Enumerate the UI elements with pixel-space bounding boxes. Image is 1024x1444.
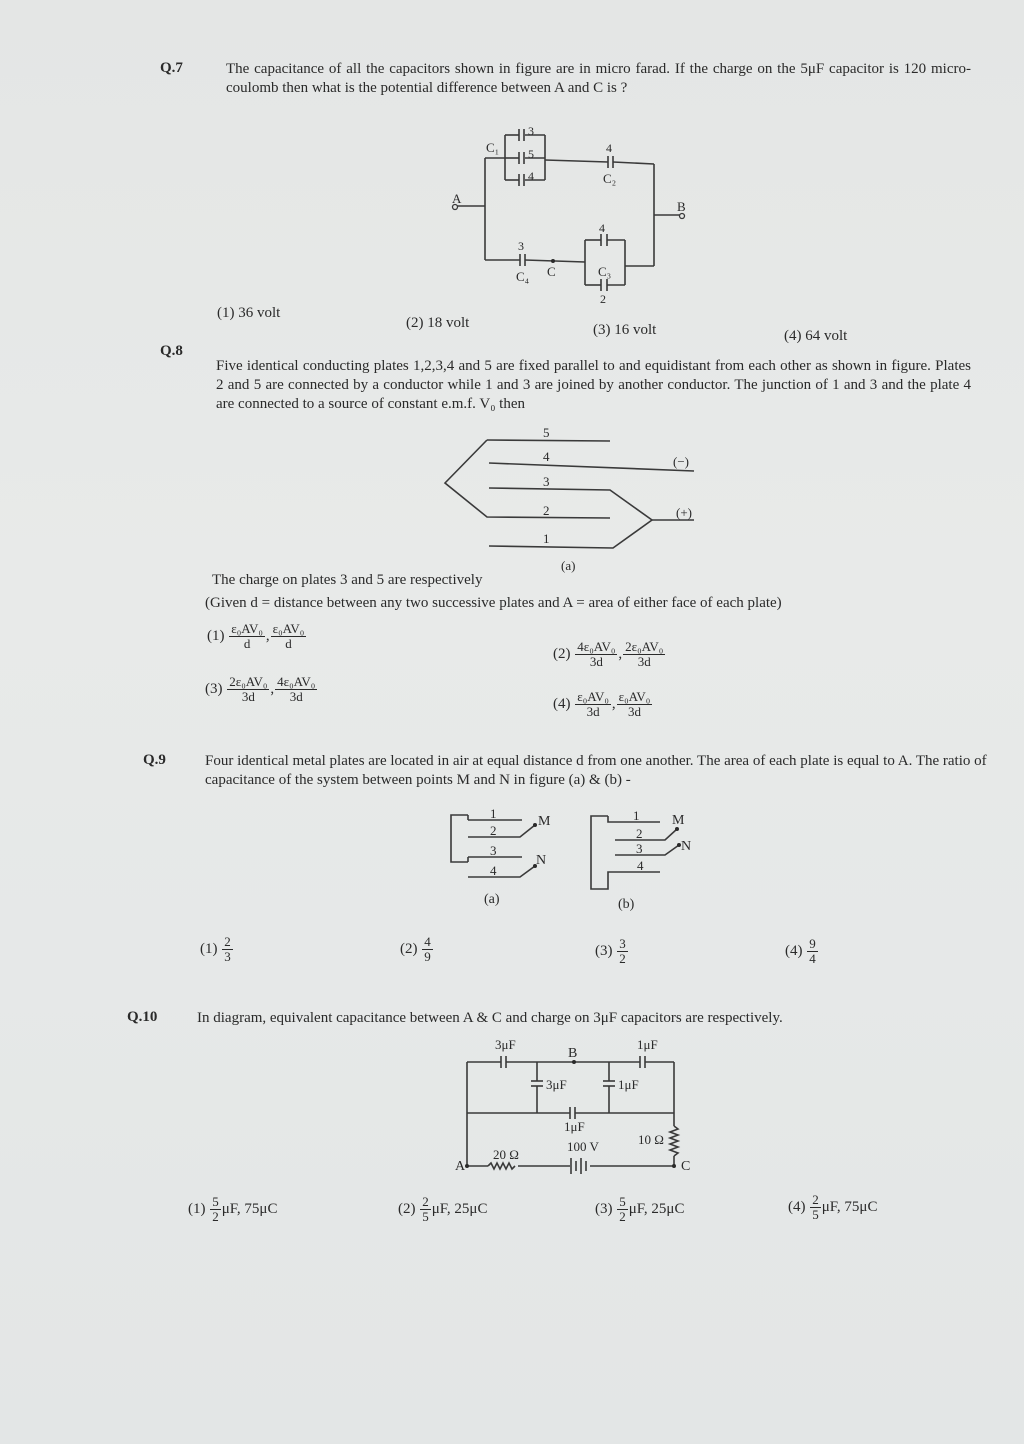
svg-text:1μF: 1μF	[564, 1119, 585, 1134]
q10-option-4[interactable]	[788, 1193, 877, 1222]
question-text-10: In diagram, equivalent capacitance between A & C and charge on 3μF capacitors are respectively.	[197, 1010, 783, 1026]
svg-text:4: 4	[606, 141, 612, 155]
option-label: (2)	[400, 940, 418, 957]
question-number-9: Q.9	[143, 752, 166, 768]
q8-given: (Given d = distance between any two successive plates and A = area of either face of each plate)	[205, 595, 782, 611]
fraction: $\frac{\text{ε₀AV₀}}{d}$	[272, 621, 305, 651]
option-suffix: μF, 25μC	[628, 1200, 685, 1217]
fraction: $\frac{5}{2}$	[212, 1194, 219, 1224]
svg-text:(a): (a)	[484, 892, 500, 907]
svg-text:C₄: C₄	[516, 269, 530, 284]
svg-text:1: 1	[490, 806, 497, 821]
option-suffix: μF, 75μC	[221, 1200, 278, 1217]
fraction: $\frac{5}{2}$	[619, 1194, 626, 1224]
svg-text:N: N	[681, 839, 692, 854]
svg-text:M: M	[672, 813, 685, 828]
fraction: $\frac{\text{ε₀AV₀}}{3d}$	[618, 689, 651, 719]
svg-text:1: 1	[633, 808, 640, 823]
svg-text:M: M	[538, 814, 551, 829]
option-label: (1)	[188, 1200, 206, 1217]
svg-text:C₁: C₁	[486, 140, 500, 155]
q8-subquestion: The charge on plates 3 and 5 are respectively	[212, 572, 483, 588]
option-label: (1)	[207, 627, 225, 644]
fraction: $\frac{\text{4ε₀AV₀}}{3d}$	[277, 674, 316, 704]
option-label: (2)	[398, 1200, 416, 1217]
svg-text:4: 4	[543, 449, 550, 464]
svg-text:2: 2	[490, 823, 497, 838]
question-number-7: Q.7	[160, 60, 183, 76]
svg-text:4: 4	[490, 863, 497, 878]
svg-text:3: 3	[518, 239, 524, 253]
fraction: $\frac{\text{ε₀AV₀}}{3d}$	[577, 689, 609, 719]
svg-text:(a): (a)	[561, 558, 576, 573]
svg-text:20 Ω: 20 Ω	[493, 1147, 519, 1162]
question-text-7: The capacitance of all the capacitors shown in figure are in micro farad. If the charge on the 5μF capacitor is 120 micro-coulomb then what is the potential difference between A and C is ?	[226, 61, 971, 96]
q7-option-4[interactable]: (4) 64 volt	[784, 328, 848, 344]
svg-text:C₂: C₂	[603, 171, 617, 186]
q8-option-1[interactable]: (1) $\frac{\text{ε₀AV₀}}{d}$ , $\frac{\text{ε₀AV₀}}{d}$	[207, 621, 305, 651]
svg-text:(−): (−)	[673, 454, 689, 469]
option-label: (4)	[785, 942, 803, 959]
fraction: $\frac{2}{3}$	[224, 934, 231, 964]
option-suffix: μF, 75μC	[821, 1198, 878, 1215]
svg-text:A: A	[455, 1159, 466, 1174]
option-suffix: μF, 25μC	[431, 1200, 488, 1217]
svg-text:4: 4	[599, 221, 605, 235]
svg-text:C: C	[547, 264, 556, 279]
svg-text:3μF: 3μF	[495, 1037, 516, 1052]
option-label: (4)	[553, 695, 571, 712]
question-text-9: Four identical metal plates are located in air at equal distance d from one another. The area of each plate is equal to A. The ratio of capacitance of the system between points M and N in figure (a) & (b) -	[205, 753, 987, 788]
svg-text:C₃: C₃	[598, 264, 612, 279]
fraction: $\frac{2}{5}$	[812, 1192, 819, 1222]
svg-text:3: 3	[543, 474, 550, 489]
svg-text:(+): (+)	[676, 505, 692, 520]
fraction: $\frac{\text{2ε₀AV₀}}{3d}$	[625, 639, 664, 669]
option-label: (3)	[595, 942, 613, 959]
q10-option-1[interactable]	[188, 1195, 277, 1224]
q7-option-1[interactable]: (1) 36 volt	[217, 305, 281, 321]
svg-text:1μF: 1μF	[618, 1077, 639, 1092]
svg-text:2: 2	[636, 826, 643, 841]
svg-text:4: 4	[637, 858, 644, 873]
q10-option-3[interactable]	[595, 1195, 684, 1224]
fraction: $\frac{9}{4}$	[809, 936, 816, 966]
svg-text:B: B	[677, 199, 686, 214]
svg-text:5: 5	[528, 147, 534, 161]
fraction: $\frac{2}{5}$	[422, 1194, 429, 1224]
q8-option-2[interactable]: (2) $\frac{\text{4ε₀AV₀}}{3d}$ , $\frac{\text{2ε₀AV₀}}{3d}$	[553, 639, 664, 669]
q8-option-4[interactable]: (4) $\frac{\text{ε₀AV₀}}{3d}$ , $\frac{\text{ε₀AV₀}}{3d}$	[553, 689, 651, 719]
q7-option-2[interactable]: (2) 18 volt	[406, 315, 470, 331]
fraction: $\frac{\text{2ε₀AV₀}}{3d}$	[229, 674, 268, 704]
option-label: (1)	[200, 940, 218, 957]
option-label: (4)	[788, 1198, 806, 1215]
svg-text:3: 3	[528, 124, 534, 138]
question-number-10: Q.10	[127, 1009, 158, 1025]
svg-text:1μF: 1μF	[637, 1037, 658, 1052]
svg-text:1: 1	[543, 531, 550, 546]
option-label: (2)	[553, 645, 571, 662]
svg-text:A: A	[452, 191, 462, 206]
svg-text:C: C	[681, 1159, 691, 1174]
question-number-8: Q.8	[160, 343, 183, 359]
svg-text:3: 3	[636, 841, 643, 856]
svg-text:N: N	[536, 853, 547, 868]
svg-text:4: 4	[528, 169, 534, 183]
svg-text:2: 2	[600, 292, 606, 306]
fraction: $\frac{4}{9}$	[424, 934, 431, 964]
svg-text:100 V: 100 V	[567, 1139, 599, 1154]
svg-text:3: 3	[490, 843, 497, 858]
svg-text:B: B	[568, 1046, 578, 1061]
question-text-8: Five identical conducting plates 1,2,3,4 and 5 are fixed parallel to and equidistant from each other as shown in figure. Plates 2 and 5 are connected by a conductor while 1 and 3 are joined by another conductor. The junction of 1 and 3 and the plate 4 are connected to a source of constant e.m.f. V₀ then	[216, 358, 971, 412]
svg-text:2: 2	[543, 503, 550, 518]
svg-text:5: 5	[543, 425, 550, 440]
option-label: (3)	[595, 1200, 613, 1217]
fraction: $\frac{3}{2}$	[619, 936, 626, 966]
q8-option-3[interactable]: (3) $\frac{\text{2ε₀AV₀}}{3d}$ , $\frac{\text{4ε₀AV₀}}{3d}$	[205, 674, 316, 704]
fraction: $\frac{\text{4ε₀AV₀}}{3d}$	[577, 639, 616, 669]
svg-text:10 Ω: 10 Ω	[638, 1132, 664, 1147]
q10-option-2[interactable]	[398, 1195, 487, 1224]
svg-text:3μF: 3μF	[546, 1077, 567, 1092]
fraction: $\frac{\text{ε₀AV₀}}{d}$	[231, 621, 263, 651]
option-label: (3)	[205, 680, 223, 697]
q7-option-3[interactable]: (3) 16 volt	[593, 322, 657, 338]
svg-text:(b): (b)	[618, 897, 635, 912]
